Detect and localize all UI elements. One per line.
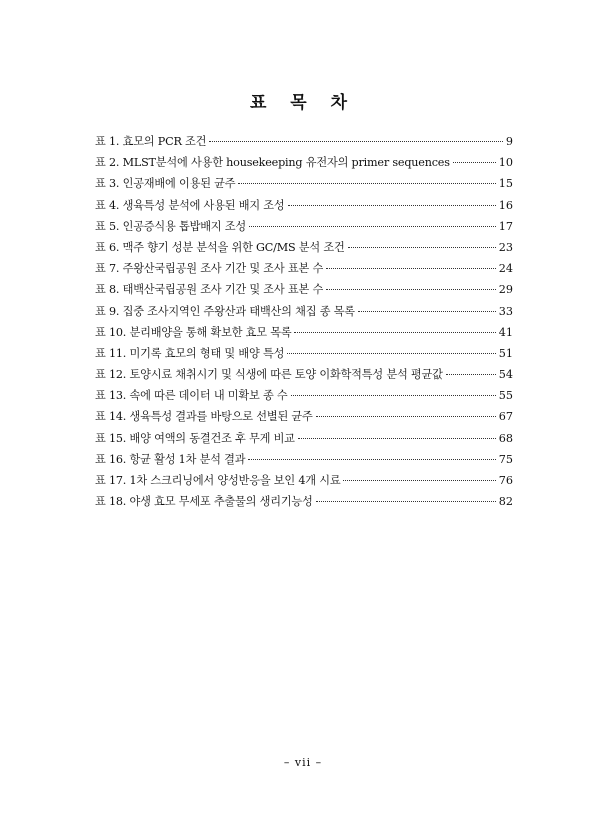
toc-entry-page: 10: [498, 156, 513, 170]
toc-entry[interactable]: [95, 430, 513, 451]
dot-leader: [288, 205, 496, 206]
page-number: – vii –: [283, 756, 323, 769]
dot-leader: [316, 416, 496, 417]
toc-entry[interactable]: [95, 366, 513, 387]
toc-entry-label: 표 1. 효모의 PCR 조건: [95, 135, 207, 148]
toc-entry-page: 9: [505, 135, 513, 148]
dot-leader: [291, 395, 496, 396]
toc-entry-label: 표 6. 맥주 향기 성분 분석을 위한 GC/MS 분석 조건: [95, 240, 345, 254]
toc-entry-label: 표 17. 1차 스크리닝에서 양성반응을 보인 4개 시료: [95, 474, 341, 487]
toc-entry-label: 표 13. 속에 따른 데이터 내 미확보 종 수: [95, 389, 288, 403]
toc-entry-label: 표 4. 생육특성 분석에 사용된 배지 조성: [95, 198, 285, 212]
toc-entry-label: 표 5. 인공증식용 톱밥배지 조성: [95, 219, 246, 233]
toc-entry[interactable]: [95, 175, 513, 196]
dot-leader: [326, 268, 496, 269]
toc-entry-label: 표 9. 집중 조사지역인 주왕산과 태백산의 채집 종 목록: [95, 304, 355, 318]
toc-entry-page: 24: [498, 262, 513, 276]
dot-leader: [249, 226, 496, 227]
toc-entry[interactable]: [95, 239, 513, 260]
toc-entry-label: 표 2. MLST분석에 사용한 housekeeping 유전자의 primer sequences: [95, 156, 450, 170]
toc-entry-label: 표 8. 태백산국립공원 조사 기간 및 조사 표본 수: [95, 283, 324, 297]
toc-entry-page: 82: [498, 495, 513, 509]
toc-entry-label: 표 3. 인공재배에 이용된 균주: [95, 177, 236, 191]
toc-entry-label: 표 18. 야생 효모 무세포 추출물의 생리기능성: [95, 495, 313, 509]
dot-leader: [298, 438, 496, 439]
toc-entry[interactable]: [95, 218, 513, 239]
table-of-contents: [95, 133, 513, 514]
dot-leader: [248, 459, 495, 460]
dot-leader: [446, 374, 496, 375]
dot-leader: [209, 141, 503, 142]
toc-entry[interactable]: [95, 324, 513, 345]
toc-entry[interactable]: [95, 303, 513, 324]
dot-leader: [348, 247, 496, 248]
toc-entry-label: 표 10. 분리배양을 통해 확보한 효모 목록: [95, 325, 292, 339]
toc-entry-page: 75: [498, 452, 513, 466]
toc-entry-page: 55: [498, 389, 513, 403]
toc-entry-page: 23: [498, 240, 513, 254]
page-title: 표 목 차: [249, 93, 357, 113]
toc-entry[interactable]: [95, 493, 513, 514]
toc-entry-page: 33: [498, 304, 513, 318]
toc-entry-page: 51: [498, 346, 513, 360]
toc-entry[interactable]: [95, 451, 513, 472]
toc-entry-label: 표 12. 토양시료 채취시기 및 식생에 따른 토양 이화학적특성 분석 평균값: [95, 368, 443, 382]
toc-entry[interactable]: [95, 197, 513, 218]
dot-leader: [238, 183, 495, 184]
toc-entry[interactable]: [95, 408, 513, 429]
toc-entry-page: 16: [498, 198, 513, 212]
toc-entry-page: 68: [498, 431, 513, 445]
toc-entry-page: 15: [498, 177, 513, 191]
toc-entry[interactable]: [95, 472, 513, 493]
toc-entry-page: 67: [498, 410, 513, 424]
dot-leader: [453, 162, 496, 163]
dot-leader: [316, 501, 496, 502]
dot-leader: [343, 480, 495, 481]
toc-entry-page: 76: [498, 474, 513, 487]
toc-entry-label: 표 16. 항균 활성 1차 분석 결과: [95, 452, 246, 466]
toc-entry[interactable]: [95, 281, 513, 302]
toc-entry[interactable]: [95, 260, 513, 281]
toc-entry-page: 17: [498, 219, 513, 233]
dot-leader: [326, 289, 496, 290]
toc-entry[interactable]: [95, 345, 513, 366]
toc-entry-label: 표 14. 생육특성 결과를 바탕으로 선별된 균주: [95, 410, 313, 424]
toc-entry[interactable]: [95, 154, 513, 175]
toc-entry-label: 표 11. 미기록 효모의 형태 및 배양 특성: [95, 346, 285, 360]
toc-entry[interactable]: [95, 387, 513, 408]
toc-entry-label: 표 7. 주왕산국립공원 조사 기간 및 조사 표본 수: [95, 262, 324, 276]
dot-leader: [287, 353, 496, 354]
toc-entry-label: 표 15. 배양 여액의 동결건조 후 무게 비교: [95, 431, 295, 445]
toc-entry-page: 29: [498, 283, 513, 297]
dot-leader: [358, 311, 496, 312]
toc-entry-page: 54: [498, 368, 513, 382]
toc-entry[interactable]: [95, 133, 513, 154]
toc-entry-page: 41: [498, 325, 513, 339]
dot-leader: [294, 332, 495, 333]
